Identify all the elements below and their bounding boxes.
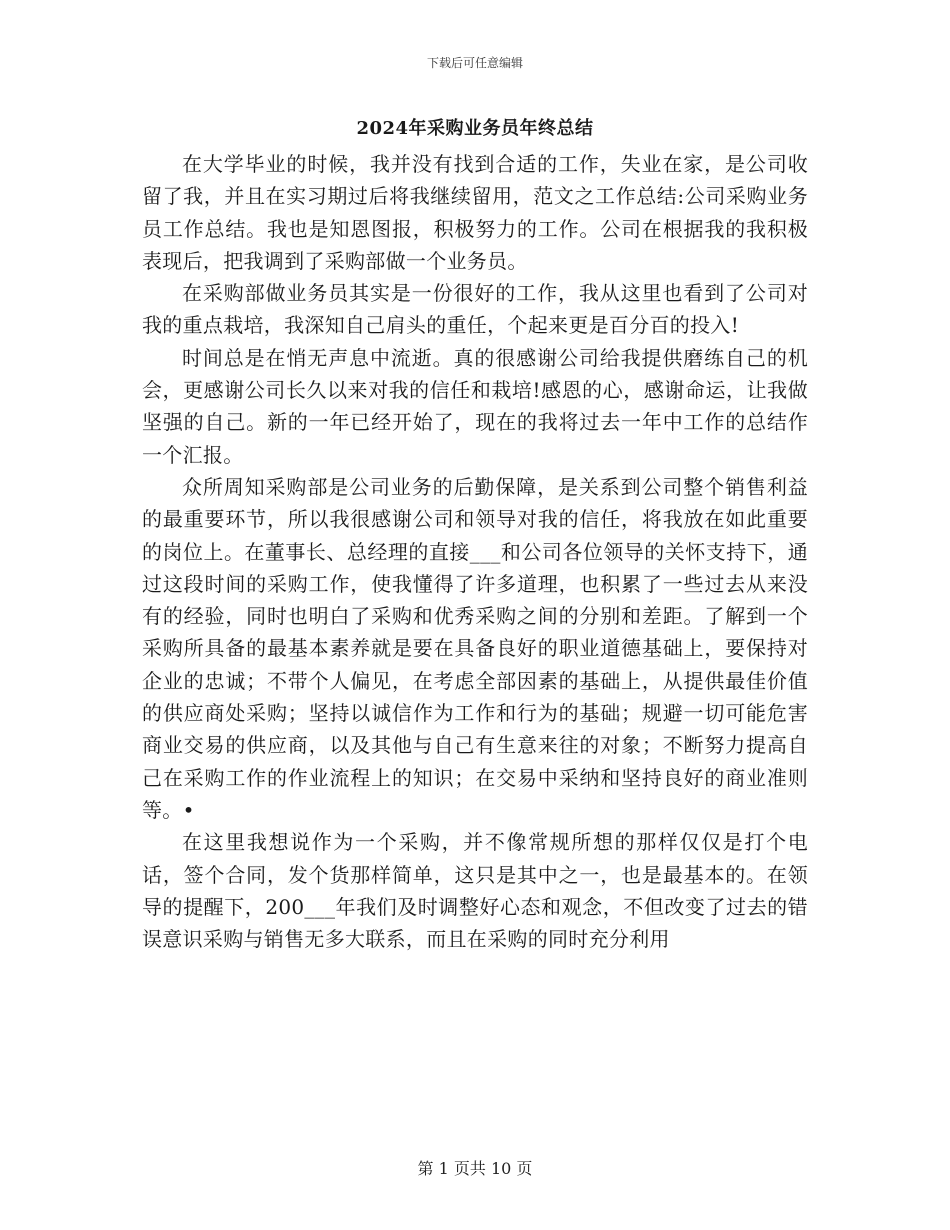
paragraph: 在这里我想说作为一个采购，并不像常规所想的那样仅仅是打个电话，签个合同，发个货那样简单，这只是其中之一，也是最基本的。在领导的提醒下，200___年我们及时调整好心态和观念，不但改变了过去的错误意识采购与销售无多大联系，而且在采购的同时充分利用 — [142, 830, 808, 952]
header-note: 下载后可任意编辑 — [426, 56, 523, 70]
paragraph: 在采购部做业务员其实是一份很好的工作，我从这里也看到了公司对我的重点栽培，我深知自己肩头的重任，个起来更是百分百的投入! — [142, 281, 808, 338]
paragraph: 在大学毕业的时候，我并没有找到合适的工作，失业在家，是公司收留了我，并且在实习期过后将我继续留用，范文之工作总结:公司采购业务员工作总结。我也是知恩图报，积极努力的工作。公司在根据我的我积极表现后，把我调到了采购部做一个业务员。 — [142, 152, 808, 273]
document-title: 2024年采购业务员年终总结 — [356, 118, 594, 139]
paragraph: 众所周知采购部是公司业务的后勤保障，是关系到公司整个销售利益的最重要环节，所以我很感谢公司和领导对我的信任，将我放在如此重要的岗位上。在董事长、总经理的直接___和公司各位领导的关怀支持下，通过这段时间的采购工作，使我懂得了许多道理，也积累了一些过去从来没有的经验，同时也明白了采购和优秀采购之间的分别和差距。了解到一个采购所具备的最基本素养就是要在具备良好的职业道德基础上，要保持对企业的忠诚；不带个人偏见，在考虑全部因素的基础上，从提供最佳价值的供应商处采购；坚持以诚信作为工作和行为的基础；规避一切可能危害商业交易的供应商，以及其他与自己有生意来往的对象；不断努力提高自己在采购工作的作业流程上的知识；在交易中采纳和坚持良好的商业准则等。• — [142, 474, 808, 822]
page-number-footer: 第 1 页共 10 页 — [417, 1159, 533, 1178]
paragraph: 时间总是在悄无声息中流逝。真的很感谢公司给我提供磨练自己的机会，更感谢公司长久以来对我的信任和栽培!感恩的心，感谢命运，让我做坚强的自己。新的一年已经开始了，现在的我将过去一年中工作的总结作一个汇报。 — [142, 345, 808, 467]
document-body — [142, 148, 808, 955]
